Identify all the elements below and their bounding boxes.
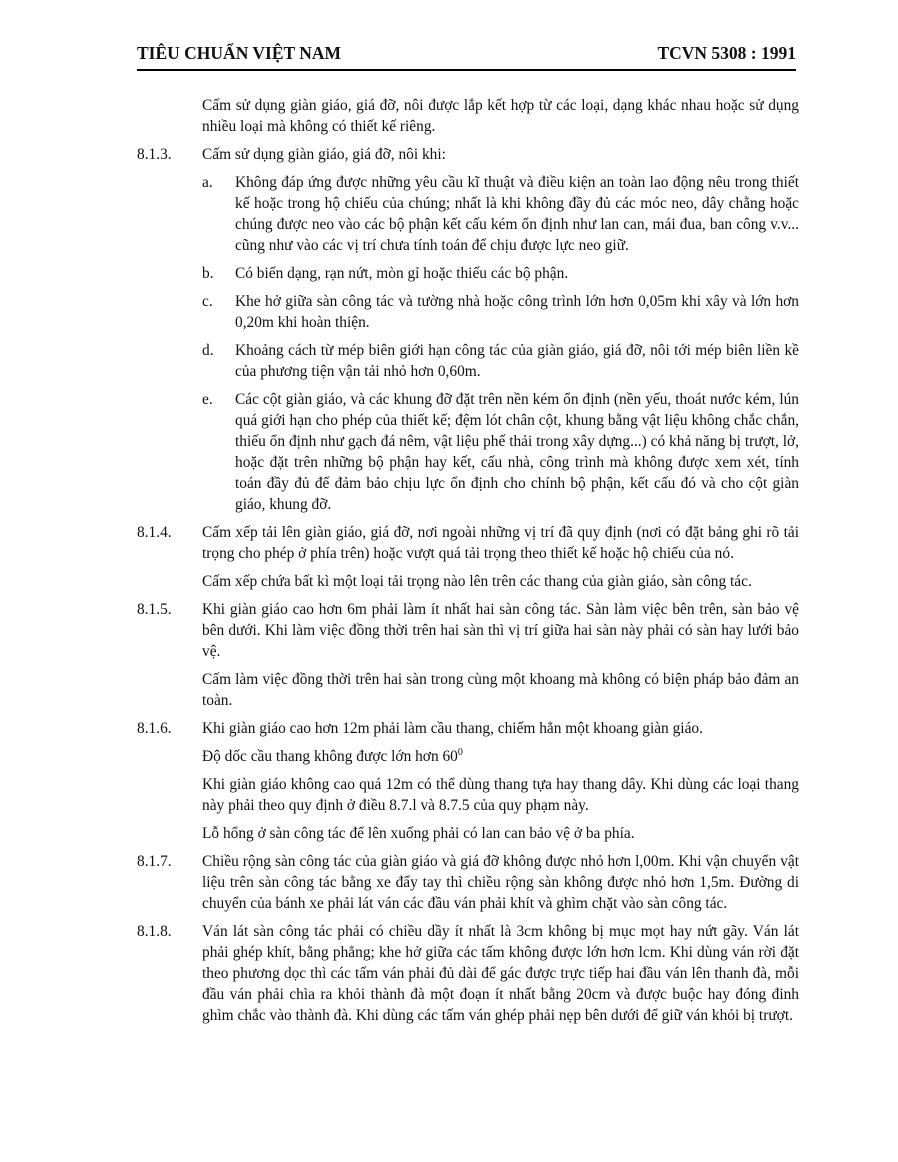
paragraph: Chiều rộng sàn công tác của giàn giáo và giá đỡ không được nhỏ hơn l,00m. Khi vận chuyển vật liệu trên sàn công tác bằng xe đẩy tay thì chiều rộng sàn không được nhỏ hơn 1,5m. Đường di chuyển của bánh xe phải lát ván các đầu ván phải khít và ghìm chặt vào sàn công tác. [202, 853, 799, 912]
list-item [202, 389, 799, 515]
page-header [137, 42, 796, 64]
section-8-1-6 [137, 718, 799, 844]
list-item [202, 340, 799, 382]
paragraph: Ván lát sàn công tác phải có chiều dầy ít nhất là 3cm không bị mục mọt hay nứt gãy. Ván lát phải ghép khít, bằng phẳng; khe hở giữa các tấm không được lớn hơn lcm. Khi dùng ván rời đặt theo phương dọc thì các tấm ván phải đủ dài để gác được trực tiếp hai đầu ván lên thanh đà, mỗi đầu ván phải chìa ra khỏi thành đà một đoạn ít nhất bằng 20cm và được buộc hay đóng đinh ghìm chắc vào thành đà. Khi dùng các tấm ván ghép phải nẹp bên dưới để giữ ván khỏi bị trượt. [202, 923, 799, 1024]
item-letter: d. [202, 342, 214, 359]
document-body [137, 95, 799, 1026]
section-body [202, 522, 799, 592]
section-8-1-3 [137, 144, 799, 515]
slope-text: Độ dốc cầu thang không được lớn hơn 60 [202, 748, 458, 765]
item-letter: b. [202, 265, 214, 282]
section-number: 8.1.5. [137, 601, 172, 618]
degree-superscript: 0 [457, 746, 463, 758]
paragraph: Cấm làm việc đồng thời trên hai sàn trong cùng một khoang mà không có biện pháp bảo đảm an toàn. [202, 671, 799, 709]
header-standard-code: TCVN 5308 : 1991 [657, 43, 796, 63]
section-8-1-7 [137, 851, 799, 914]
section-lead: Cấm sử dụng giàn giáo, giá đỡ, nôi khi: [202, 146, 446, 163]
paragraph-slope [202, 746, 799, 767]
paragraph: Lỗ hổng ở sàn công tác để lên xuống phải có lan can bảo vệ ở ba phía. [202, 825, 635, 842]
section-body [202, 921, 799, 1026]
section-body [202, 851, 799, 914]
paragraph: Khi giàn giáo cao hơn 6m phải làm ít nhất hai sàn công tác. Sàn làm việc bên trên, sàn bảo vệ bên dưới. Khi làm việc đồng thời trên hai sàn thì vị trí giữa hai sàn này phải có sàn hay lưới bảo vệ. [202, 601, 799, 660]
list-item [202, 172, 799, 256]
section-8-1-4 [137, 522, 799, 592]
paragraph: Khi giàn giáo không cao quá 12m có thể dùng thang tựa hay thang dây. Khi dùng các loại thang này phải theo quy định ở điều 8.7.l và 8.7.5 của quy phạm này. [202, 776, 799, 814]
section-number: 8.1.7. [137, 853, 172, 870]
intro-paragraph: Cấm sử dụng giàn giáo, giá đỡ, nôi được lắp kết hợp từ các loại, dạng khác nhau hoặc sử dụng nhiều loại mà không có thiết kế riêng. [202, 97, 799, 135]
section-8-1-8 [137, 921, 799, 1026]
section-body [202, 144, 799, 515]
item-letter: c. [202, 293, 213, 310]
item-text: Khoảng cách từ mép biên giới hạn công tác của giàn giáo, giá đỡ, nôi tới mép biên liền kề của phương tiện vận tải nhỏ hơn 0,60m. [235, 342, 799, 380]
list-item [202, 263, 799, 284]
section-body [202, 599, 799, 711]
item-text: Có biến dạng, rạn nứt, mòn gỉ hoặc thiếu các bộ phận. [235, 265, 569, 282]
item-text: Khe hở giữa sàn công tác và tường nhà hoặc công trình lớn hơn 0,05m khi xây và lớn hơn 0,20m khi hoàn thiện. [235, 293, 799, 331]
item-text: Không đáp ứng được những yêu cầu kĩ thuật và điều kiện an toàn lao động nêu trong thiết kế hoặc trong hộ chiếu của chúng; nhất là khi không đầy đủ các móc neo, dây chằng hoặc chúng được neo vào các bộ phận kết cấu kém ổn định như lan can, mái đua, ban công v.v... cũng như vào các vị trí chưa tính toán để chịu được lực neo giữ. [235, 174, 799, 254]
section-number: 8.1.8. [137, 923, 172, 940]
section-number: 8.1.6. [137, 720, 172, 737]
paragraph: Khi giàn giáo cao hơn 12m phải làm cầu thang, chiếm hẳn một khoang giàn giáo. [202, 720, 703, 737]
header-title: TIÊU CHUẨN VIỆT NAM [137, 43, 342, 63]
section-number: 8.1.3. [137, 146, 172, 163]
item-letter: e. [202, 391, 213, 408]
header-rule [137, 69, 796, 71]
item-letter: a. [202, 174, 213, 191]
paragraph: Cấm xếp chứa bất kì một loại tải trọng nào lên trên các thang của giàn giáo, sàn công tác. [202, 573, 752, 590]
section-number: 8.1.4. [137, 524, 172, 541]
section-body [202, 718, 799, 844]
list-item [202, 291, 799, 333]
paragraph: Cấm xếp tải lên giàn giáo, giá đỡ, nơi ngoài những vị trí đã quy định (nơi có đặt bảng ghi rõ tải trọng cho phép ở phía trên) hoặc vượt quá tải trọng theo thiết kế hoặc hộ chiếu của nó. [202, 524, 799, 562]
condition-list [202, 172, 799, 515]
section-8-1-5 [137, 599, 799, 711]
item-text: Các cột giàn giáo, và các khung đỡ đặt trên nền kém ổn định (nền yếu, thoát nước kém, lún quá giới hạn cho phép của thiết kế; đệm lót chân cột, khung bằng vật liệu không chắc chắn, thiếu ổn định như gạch đá nêm, vật liệu phế thải trong xây dựng...) có khả năng bị trượt, lở, hoặc đặt trên những bộ phận hay kết, cấu nhà, công trình mà không được xem xét, tính toán đầy đủ để đảm bảo chịu lực ổn định cho chính bộ phận, kết cấu đó và cho cột giàn giáo, khung đỡ. [235, 391, 799, 513]
